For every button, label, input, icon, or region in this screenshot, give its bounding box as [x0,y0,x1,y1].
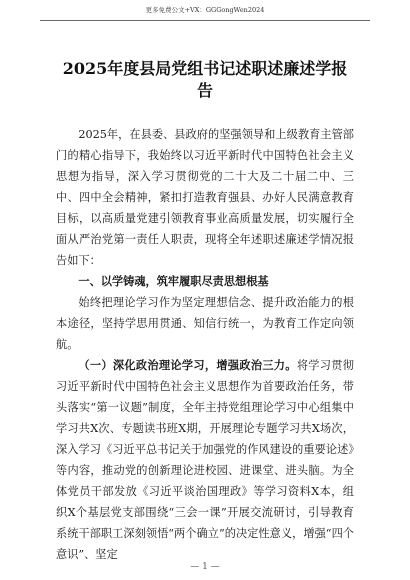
subsection-1-body: 将学习贯彻习近平新时代中国特色社会主义思想作为首要政治任务，带头落实“第一议题”制度，全年主持党组理论学习中心组集中学习共X次、专题读书班X期，开展理论专题学习共X场次，深入学习《习近平总书记关于加强党的作风建设的重要论述》等内容，推动党的创新理论进校园、进课堂、进头脑。为全体党员干部发放《习近平谈治国理政》等学习资料X本，组织X个基层党支部围绕“三会一课”开展交流研讨，引导教育系统干部职工深刻领悟“两个确立”的决定性意义，增强“四个意识”、坚定 [56,359,354,561]
page-number: — 1 — [190,562,220,572]
subsection-1-heading: （一）深化政治理论学习，增强政治三力。 [78,359,297,372]
subsection-1-paragraph [56,355,354,565]
header-note: 更多免费公文+VX：GGGongWen2024 [145,6,265,14]
intro-paragraph: 2025年，在县委、县政府的坚强领导和上级教育主管部门的精心指导下，我始终以习近平新时代中国特色社会主义思想为指导，深入学习贯彻党的二十大及二十届二中、三中、四中全会精神，紧扣打造教育强县、办好人民满意教育目标，以高质量党建引领教育事业高质量发展，切实履行全面从严治党第一责任人职责，现将全年述职述廉述学情况报告如下： [56,128,354,267]
document-title: 2025年度县局党组书记述职述廉述学报告 [62,59,348,100]
section-heading-1: 一、以学铸魂，筑牢履职尽责思想根基 [78,274,269,288]
document-body [56,124,354,565]
header-divider [40,20,370,21]
section-1-paragraph: 始终把理论学习作为坚定理想信念、提升政治能力的根本途径，坚持学思用贯通、知信行统一，为教育工作定向领航。 [56,296,354,351]
